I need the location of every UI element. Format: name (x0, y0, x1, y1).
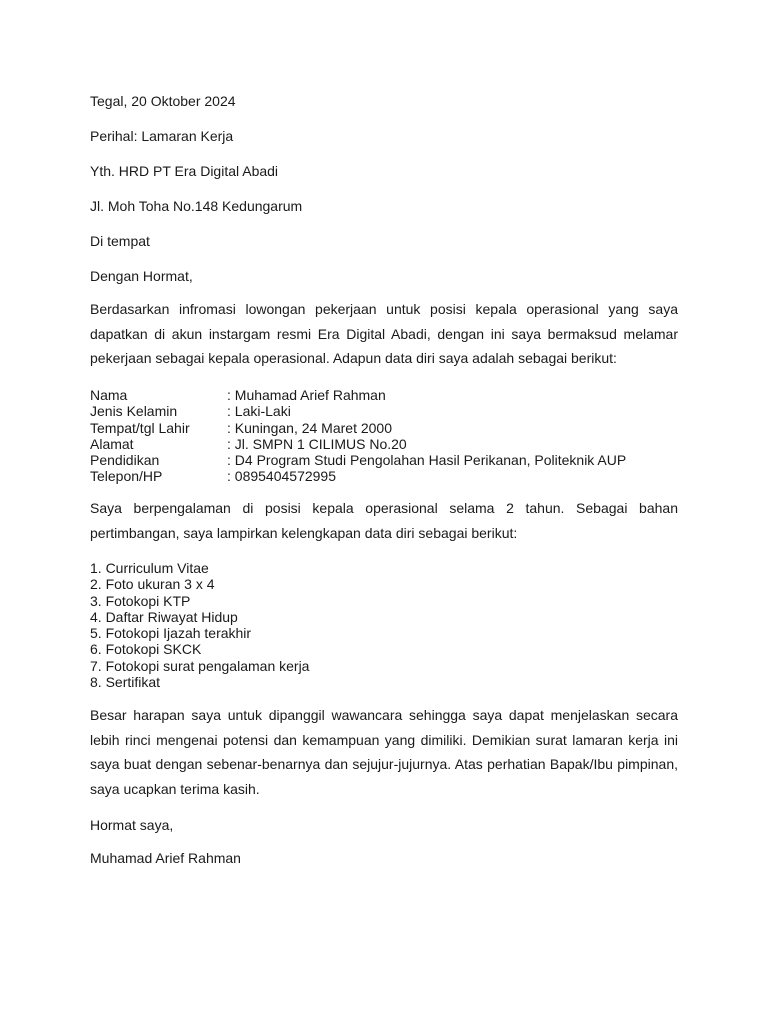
list-item: 8. Sertifikat (90, 674, 161, 691)
attachment-list (90, 560, 678, 690)
field-label: Jenis Kelamin (90, 403, 178, 420)
field-label: Nama (90, 387, 128, 403)
place-line: Di tempat (90, 233, 150, 249)
personal-data-row (90, 468, 678, 484)
field-label: Telepon/HP (90, 468, 163, 485)
field-value: : Muhamad Arief Rahman (227, 387, 386, 403)
list-item: 3. Fotokopi KTP (90, 592, 191, 609)
field-label: Tempat/tgl Lahir (90, 419, 190, 436)
signature-name: Muhamad Arief Rahman (90, 850, 241, 866)
field-value: : 0895404572995 (227, 468, 336, 485)
recipient-line: Yth. HRD PT Era Digital Abadi (90, 163, 279, 179)
regards-line: Hormat saya, (90, 817, 174, 833)
personal-data-row (90, 436, 678, 452)
personal-data-row (90, 403, 678, 419)
list-item: 4. Daftar Riwayat Hidup (90, 608, 238, 625)
list-item: 2. Foto ukuran 3 x 4 (90, 576, 215, 593)
list-item: 7. Fotokopi surat pengalaman kerja (90, 657, 310, 674)
subject-line: Perihal: Lamaran Kerja (90, 128, 234, 144)
place-date: Tegal, 20 Oktober 2024 (90, 93, 236, 109)
field-label: Alamat (90, 435, 134, 452)
experience-paragraph: Saya berpengalaman di posisi kepala operasional selama 2 tahun. Sebagai bahan pertimbangan, saya lampirkan kelengkapan data diri sebagai berikut: (90, 500, 678, 541)
field-value: : Laki-Laki (227, 403, 291, 420)
field-value: : Jl. SMPN 1 CILIMUS No.20 (227, 435, 407, 452)
field-value: : D4 Program Studi Pengolahan Hasil Perikanan, Politeknik AUP (227, 452, 627, 469)
field-label: Pendidikan (90, 452, 160, 469)
closing-paragraph: Besar harapan saya untuk dipanggil wawancara sehingga saya dapat menjelaskan secara lebih rinci mengenai potensi dan kemampuan yang dimiliki. Demikian surat lamaran kerja ini saya buat dengan sebenar-benarnya dan sejujur-jujurnya. Atas perhatian Bapak/Ibu pimpinan, saya ucapkan terima kasih. (90, 707, 678, 797)
recipient-address: Jl. Moh Toha No.148 Kedungarum (90, 198, 303, 214)
personal-data-table (90, 387, 678, 485)
list-item: 5. Fotokopi Ijazah terakhir (90, 625, 252, 642)
salutation: Dengan Hormat, (90, 268, 193, 284)
personal-data-row (90, 420, 678, 436)
intro-paragraph: Berdasarkan infromasi lowongan pekerjaan untuk posisi kepala operasional yang saya dapatkan di akun instargam resmi Era Digital Abadi, dengan ini saya bermaksud melamar pekerjaan sebagai kepala operasional. Adapun data diri saya adalah sebagai berikut: (90, 301, 678, 366)
personal-data-row (90, 452, 678, 468)
personal-data-row (90, 387, 678, 403)
list-item: 6. Fotokopi SKCK (90, 641, 202, 658)
list-item: 1. Curriculum Vitae (90, 560, 209, 576)
field-value: : Kuningan, 24 Maret 2000 (227, 419, 393, 436)
